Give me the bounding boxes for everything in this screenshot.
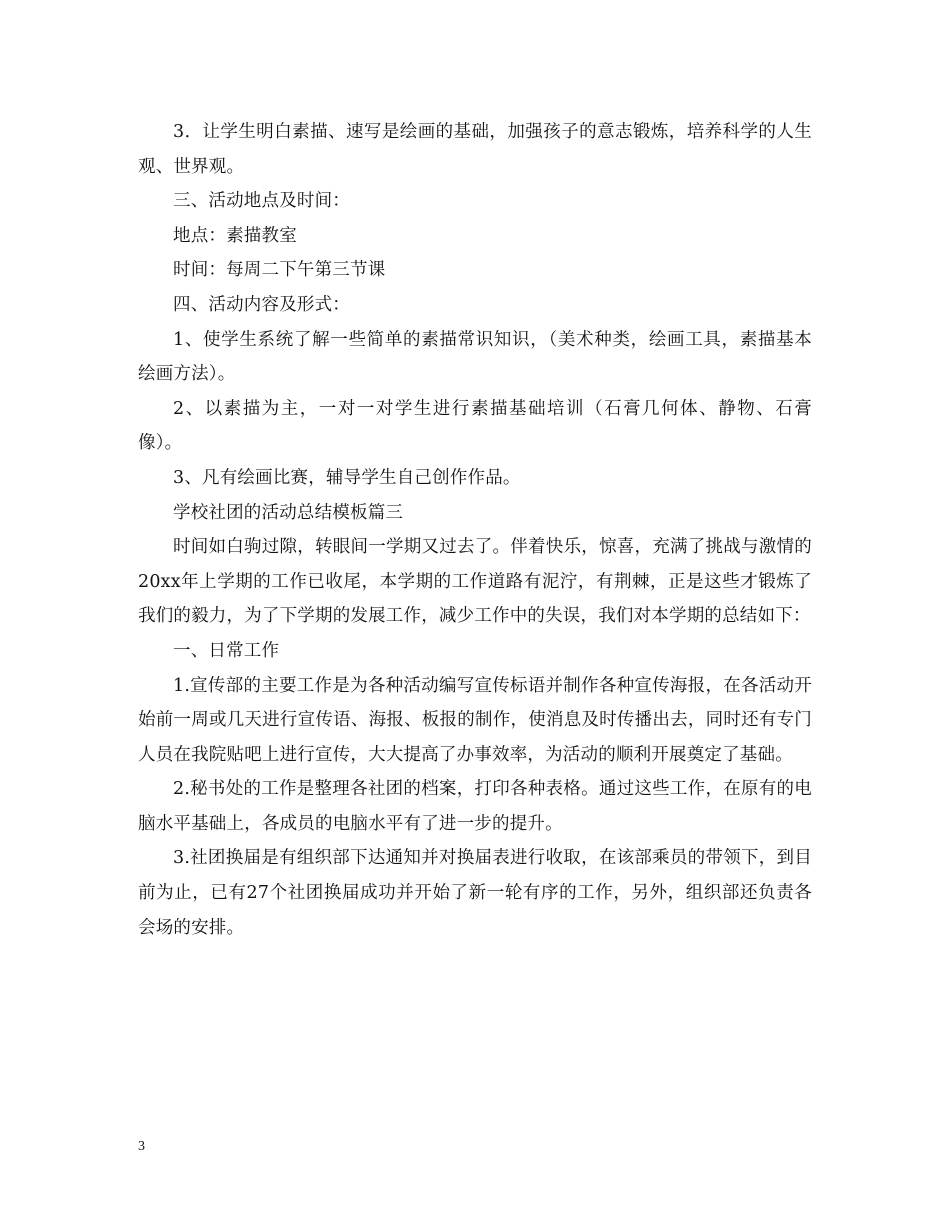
- paragraph-content-3: 3、凡有绘画比赛，辅导学生自己创作作品。: [173, 467, 521, 488]
- page-number: 3: [138, 1139, 145, 1154]
- paragraph-location: 地点：素描教室: [173, 225, 297, 246]
- paragraph-time: 时间：每周二下午第三节课: [173, 260, 386, 281]
- heading-content-form: 四、活动内容及形式：: [173, 294, 350, 315]
- paragraph-content-1: 1、使学生系统了解一些简单的素描常识知识，（美术种类，绘画工具，素描基本绘画方法）。: [138, 329, 812, 385]
- heading-daily-work: 一、日常工作: [173, 640, 280, 661]
- heading-location-time: 三、活动地点及时间：: [173, 191, 350, 212]
- section-title: 学校社团的活动总结模板篇三: [173, 502, 404, 523]
- paragraph-publicity: 1.宣传部的主要工作是为各种活动编写宣传标语并制作各种宣传海报，在各活动开始前一周或几天进行宣传语、海报、板报的制作，使消息及时传播出去，同时还有专门人员在我院贴吧上进行宣传，大大提高了办事效率，为活动的顺利开展奠定了基础。: [138, 675, 812, 765]
- paragraph-secretariat: 2.秘书处的工作是整理各社团的档案，打印各种表格。通过这些工作，在原有的电脑水平基础上，各成员的电脑水平有了进一步的提升。: [138, 779, 812, 834]
- paragraph-goal-3: 3．让学生明白素描、速写是绘画的基础，加强孩子的意志锻炼，培养科学的人生观、世界观。: [138, 122, 812, 177]
- paragraph-intro: 时间如白驹过隙，转眼间一学期又过去了。伴着快乐，惊喜，充满了挑战与激情的20xx年上学期的工作已收尾，本学期的工作道路有泥泞，有荆棘，正是这些才锻炼了我们的毅力，为了下学期的发展工作，减少工作中的失误，我们对本学期的总结如下：: [138, 537, 812, 627]
- document-body: [138, 115, 812, 945]
- paragraph-content-2: 2、以素描为主，一对一对学生进行素描基础培训（石膏几何体、静物、石膏像）。: [138, 398, 812, 454]
- paragraph-club-election: 3.社团换届是有组织部下达通知并对换届表进行收取，在该部乘员的带领下，到目前为止，已有27个社团换届成功并开始了新一轮有序的工作，另外，组织部还负责各会场的安排。: [138, 848, 812, 938]
